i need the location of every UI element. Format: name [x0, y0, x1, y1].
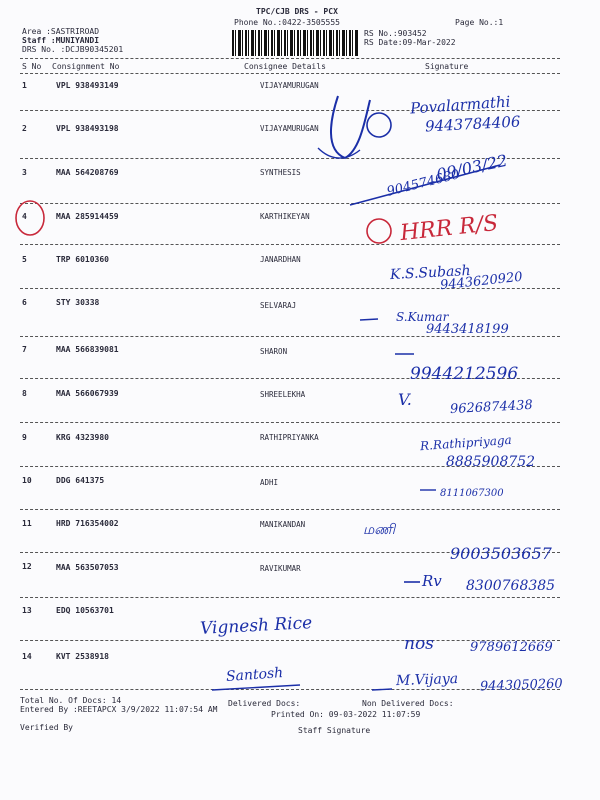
page-number: Page No.:1	[455, 18, 504, 27]
handwritten-phone: 8885908752	[446, 454, 536, 470]
row-sno: 8	[22, 389, 27, 398]
row-consignment: MAA 564208769	[56, 168, 119, 177]
col-signature: Signature	[425, 62, 469, 71]
row-consignment: VPL 938493198	[56, 124, 119, 133]
col-consignment: Consignment No	[52, 62, 120, 71]
row-consignment: HRD 716354002	[56, 519, 119, 528]
handwritten-name: Povalarmathi	[409, 92, 512, 118]
area-label: Area :SASTRIROAD	[22, 27, 100, 36]
handwritten-phone: 9944212596	[410, 364, 519, 384]
row-sno: 3	[22, 168, 27, 177]
col-sno: S No	[22, 62, 42, 71]
row-consignee: SYNTHESIS	[260, 168, 301, 177]
handwritten-name: மணி	[363, 522, 396, 538]
staff-signature-label: Staff Signature	[298, 726, 371, 735]
handwritten-phone: 9443418199	[426, 322, 509, 337]
row-sno: 10	[22, 476, 32, 485]
row-consignment: DDG 641375	[56, 476, 105, 485]
handwritten-phone: 9789612669	[470, 640, 553, 655]
col-consignee: Consignee Details	[244, 62, 326, 71]
row-consignment: EDQ 10563701	[56, 606, 114, 615]
row-sno: 5	[22, 255, 27, 264]
row-consignment: MAA 566067939	[56, 389, 119, 398]
row-consignment: MAA 285914459	[56, 212, 119, 221]
handwritten-name: Santosh	[225, 665, 284, 685]
drs-number: DRS No. :DCJB90345201	[22, 45, 124, 54]
row-consignment: MAA 563507053	[56, 563, 119, 572]
row-consignee: ADHI	[260, 478, 279, 487]
row-consignee: SHARON	[260, 347, 288, 356]
row-consignee: MANIKANDAN	[260, 520, 306, 529]
phone-number: Phone No.:0422-3505555	[234, 18, 340, 27]
delivered-docs: Delivered Docs:	[228, 699, 301, 708]
handwritten-phone: 9443620920	[439, 269, 524, 294]
rs-number: RS No.:903452	[364, 29, 427, 38]
row-sno: 13	[22, 606, 32, 615]
entered-by: Entered By :REETAPCX 3/9/2022 11:07:54 AM	[20, 705, 218, 714]
total-docs: Total No. Of Docs: 14	[20, 696, 122, 705]
row-consignee: SHREELEKHA	[260, 390, 306, 399]
handwritten-name: M.Vijaya	[395, 670, 459, 690]
printed-on: Printed On: 09-03-2022 11:07:59	[271, 710, 421, 719]
handwritten-phone: 9626874438	[449, 397, 534, 418]
row-sno: 7	[22, 345, 27, 354]
row-consignee: JANARDHAN	[260, 255, 301, 264]
handwritten-phone: 9443784406	[424, 112, 521, 136]
handwritten-date: 09/03/22	[434, 150, 510, 185]
row-consignment: KRG 4323980	[56, 433, 109, 442]
handwritten-name: Rv	[422, 572, 442, 590]
staff-label: Staff :MUNIYANDI	[22, 36, 100, 45]
handwritten-name: nos	[404, 634, 434, 654]
document-title: TPC/CJB DRS - PCX	[256, 7, 338, 16]
row-consignee: VIJAYAMURUGAN	[260, 81, 319, 90]
handwritten-name: V.	[398, 390, 412, 409]
handwritten-phone: 8300768385	[466, 578, 556, 594]
handwritten-name: R.Rathipriyaga	[419, 432, 513, 454]
row-sno: 1	[22, 81, 27, 90]
row-sno: 9	[22, 433, 27, 442]
handwritten-phone: 904574680	[385, 167, 462, 200]
row-consignee: RAVIKUMAR	[260, 564, 301, 573]
handwritten-phone: 8111067300	[440, 488, 504, 499]
row-consignment: KVT 2538918	[56, 652, 109, 661]
row-consignee: KARTHIKEYAN	[260, 212, 310, 221]
handwritten-phone: 9003503657	[450, 544, 552, 563]
row-sno: 14	[22, 652, 32, 661]
row-consignment: MAA 566839081	[56, 345, 119, 354]
row-consignee: SELVARAJ	[260, 301, 297, 310]
row-consignment: TRP 6010360	[56, 255, 109, 264]
non-delivered-docs: Non Delivered Docs:	[362, 699, 454, 708]
row-sno: 11	[22, 519, 32, 528]
row-consignee: VIJAYAMURUGAN	[260, 124, 319, 133]
row-consignment: STY 30338	[56, 298, 100, 307]
verified-by: Verified By	[20, 723, 73, 732]
handwritten-name: S.Kumar	[396, 310, 449, 324]
row-consignee: RATHIPRIYANKA	[260, 433, 319, 442]
handwritten-name: Vignesh Rice	[199, 613, 313, 639]
rs-date: RS Date:09-Mar-2022	[364, 38, 456, 47]
row-sno: 6	[22, 298, 27, 307]
row-sno: 2	[22, 124, 27, 133]
row-sno: 4	[22, 212, 27, 221]
handwritten-mark: HRR R/S	[398, 210, 500, 247]
handwritten-name: K.S.Subash	[389, 262, 471, 284]
row-sno: 12	[22, 562, 32, 571]
handwritten-phone: 9443050260	[479, 676, 563, 695]
row-consignment: VPL 938493149	[56, 81, 119, 90]
